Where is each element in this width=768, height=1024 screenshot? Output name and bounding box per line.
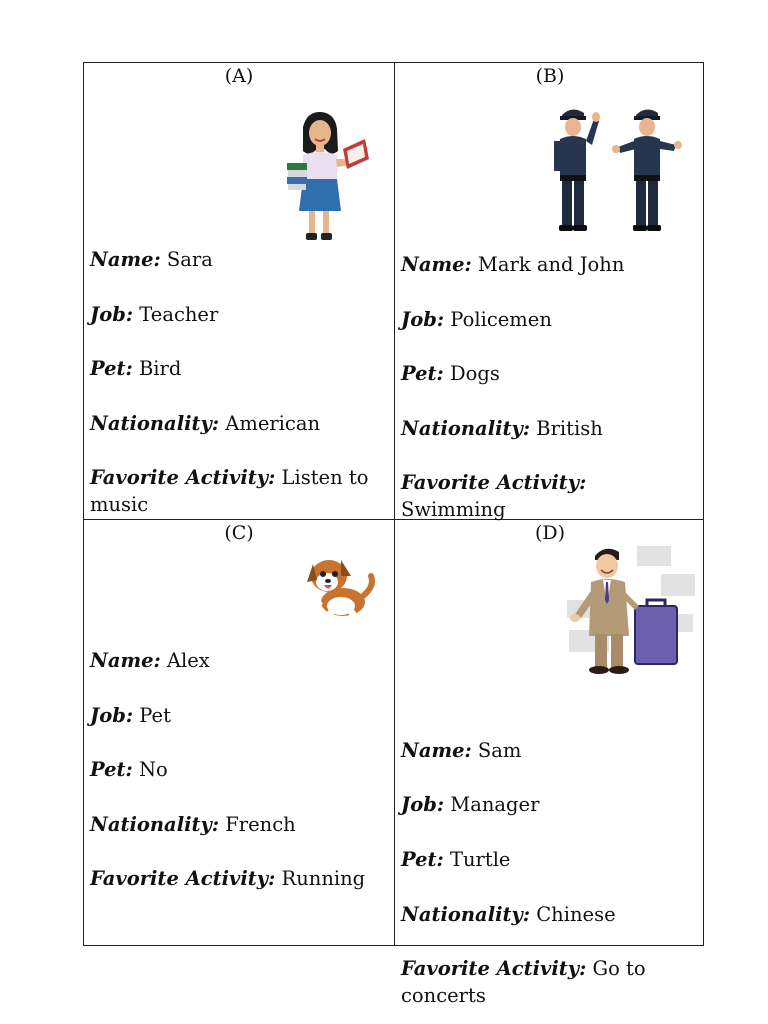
card-letter: (A) (224, 65, 254, 87)
activity-line (401, 469, 697, 523)
pet-value: Bird (138, 357, 182, 380)
card-letter: (C) (224, 522, 254, 544)
card-d (395, 520, 705, 1007)
activity-label: Favorite Activity: (90, 867, 276, 890)
name-line (90, 647, 386, 674)
activity-label: Favorite Activity: (90, 466, 276, 489)
teacher-woman-with-books-icon (281, 109, 371, 244)
nationality-value: Chinese (536, 903, 616, 926)
name-value: Sara (166, 248, 213, 271)
job-value: Manager (450, 793, 540, 816)
nationality-line (90, 811, 386, 838)
pet-line (401, 360, 697, 387)
activity-label: Favorite Activity: (401, 471, 587, 494)
pet-label: Pet: (90, 357, 133, 380)
pet-line (401, 846, 697, 873)
job-label: Job: (90, 303, 134, 326)
activity-line (90, 464, 386, 518)
job-label: Job: (401, 793, 445, 816)
card-b (395, 63, 705, 519)
name-line (90, 246, 386, 273)
card-letter: (D) (534, 522, 566, 544)
nationality-label: Nationality: (90, 412, 220, 435)
activity-line (401, 955, 697, 1009)
job-line (90, 301, 386, 328)
card-letter: (B) (535, 65, 565, 87)
job-label: Job: (90, 704, 134, 727)
businessman-with-briefcase-icon (565, 544, 700, 676)
job-line (90, 702, 386, 729)
nationality-label: Nationality: (401, 903, 531, 926)
pet-value: No (138, 758, 168, 781)
name-line (401, 737, 697, 764)
activity-value: Swimming (401, 498, 506, 521)
two-policemen-icon (550, 105, 690, 233)
name-value: Sam (477, 739, 522, 762)
pet-line (90, 756, 386, 783)
pet-label: Pet: (401, 848, 444, 871)
card-c (84, 520, 394, 947)
name-value: Alex (166, 649, 210, 672)
job-value: Pet (139, 704, 171, 727)
puppy-dog-icon (297, 550, 379, 628)
name-label: Name: (90, 248, 161, 271)
name-label: Name: (401, 739, 472, 762)
name-line (401, 251, 697, 278)
activity-value: Go to concerts (401, 957, 646, 1007)
name-label: Name: (90, 649, 161, 672)
nationality-label: Nationality: (90, 813, 220, 836)
name-value: Mark and John (477, 253, 625, 276)
activity-line (90, 865, 386, 892)
activity-value: Listen to music (90, 466, 369, 516)
job-label: Job: (401, 308, 445, 331)
profile-table (83, 62, 704, 1007)
pet-line (90, 355, 386, 382)
job-line (401, 791, 697, 818)
card-a (84, 63, 394, 519)
pet-label: Pet: (401, 362, 444, 385)
job-line (401, 306, 697, 333)
name-label: Name: (401, 253, 472, 276)
pet-label: Pet: (90, 758, 133, 781)
nationality-value: French (225, 813, 296, 836)
nationality-line (401, 901, 697, 928)
nationality-line (90, 410, 386, 437)
job-value: Teacher (139, 303, 219, 326)
job-value: Policemen (450, 308, 552, 331)
nationality-value: American (225, 412, 321, 435)
activity-value: Running (281, 867, 366, 890)
nationality-label: Nationality: (401, 417, 531, 440)
pet-value: Turtle (449, 848, 511, 871)
nationality-line (401, 415, 697, 442)
pet-value: Dogs (449, 362, 500, 385)
nationality-value: British (536, 417, 603, 440)
activity-label: Favorite Activity: (401, 957, 587, 980)
